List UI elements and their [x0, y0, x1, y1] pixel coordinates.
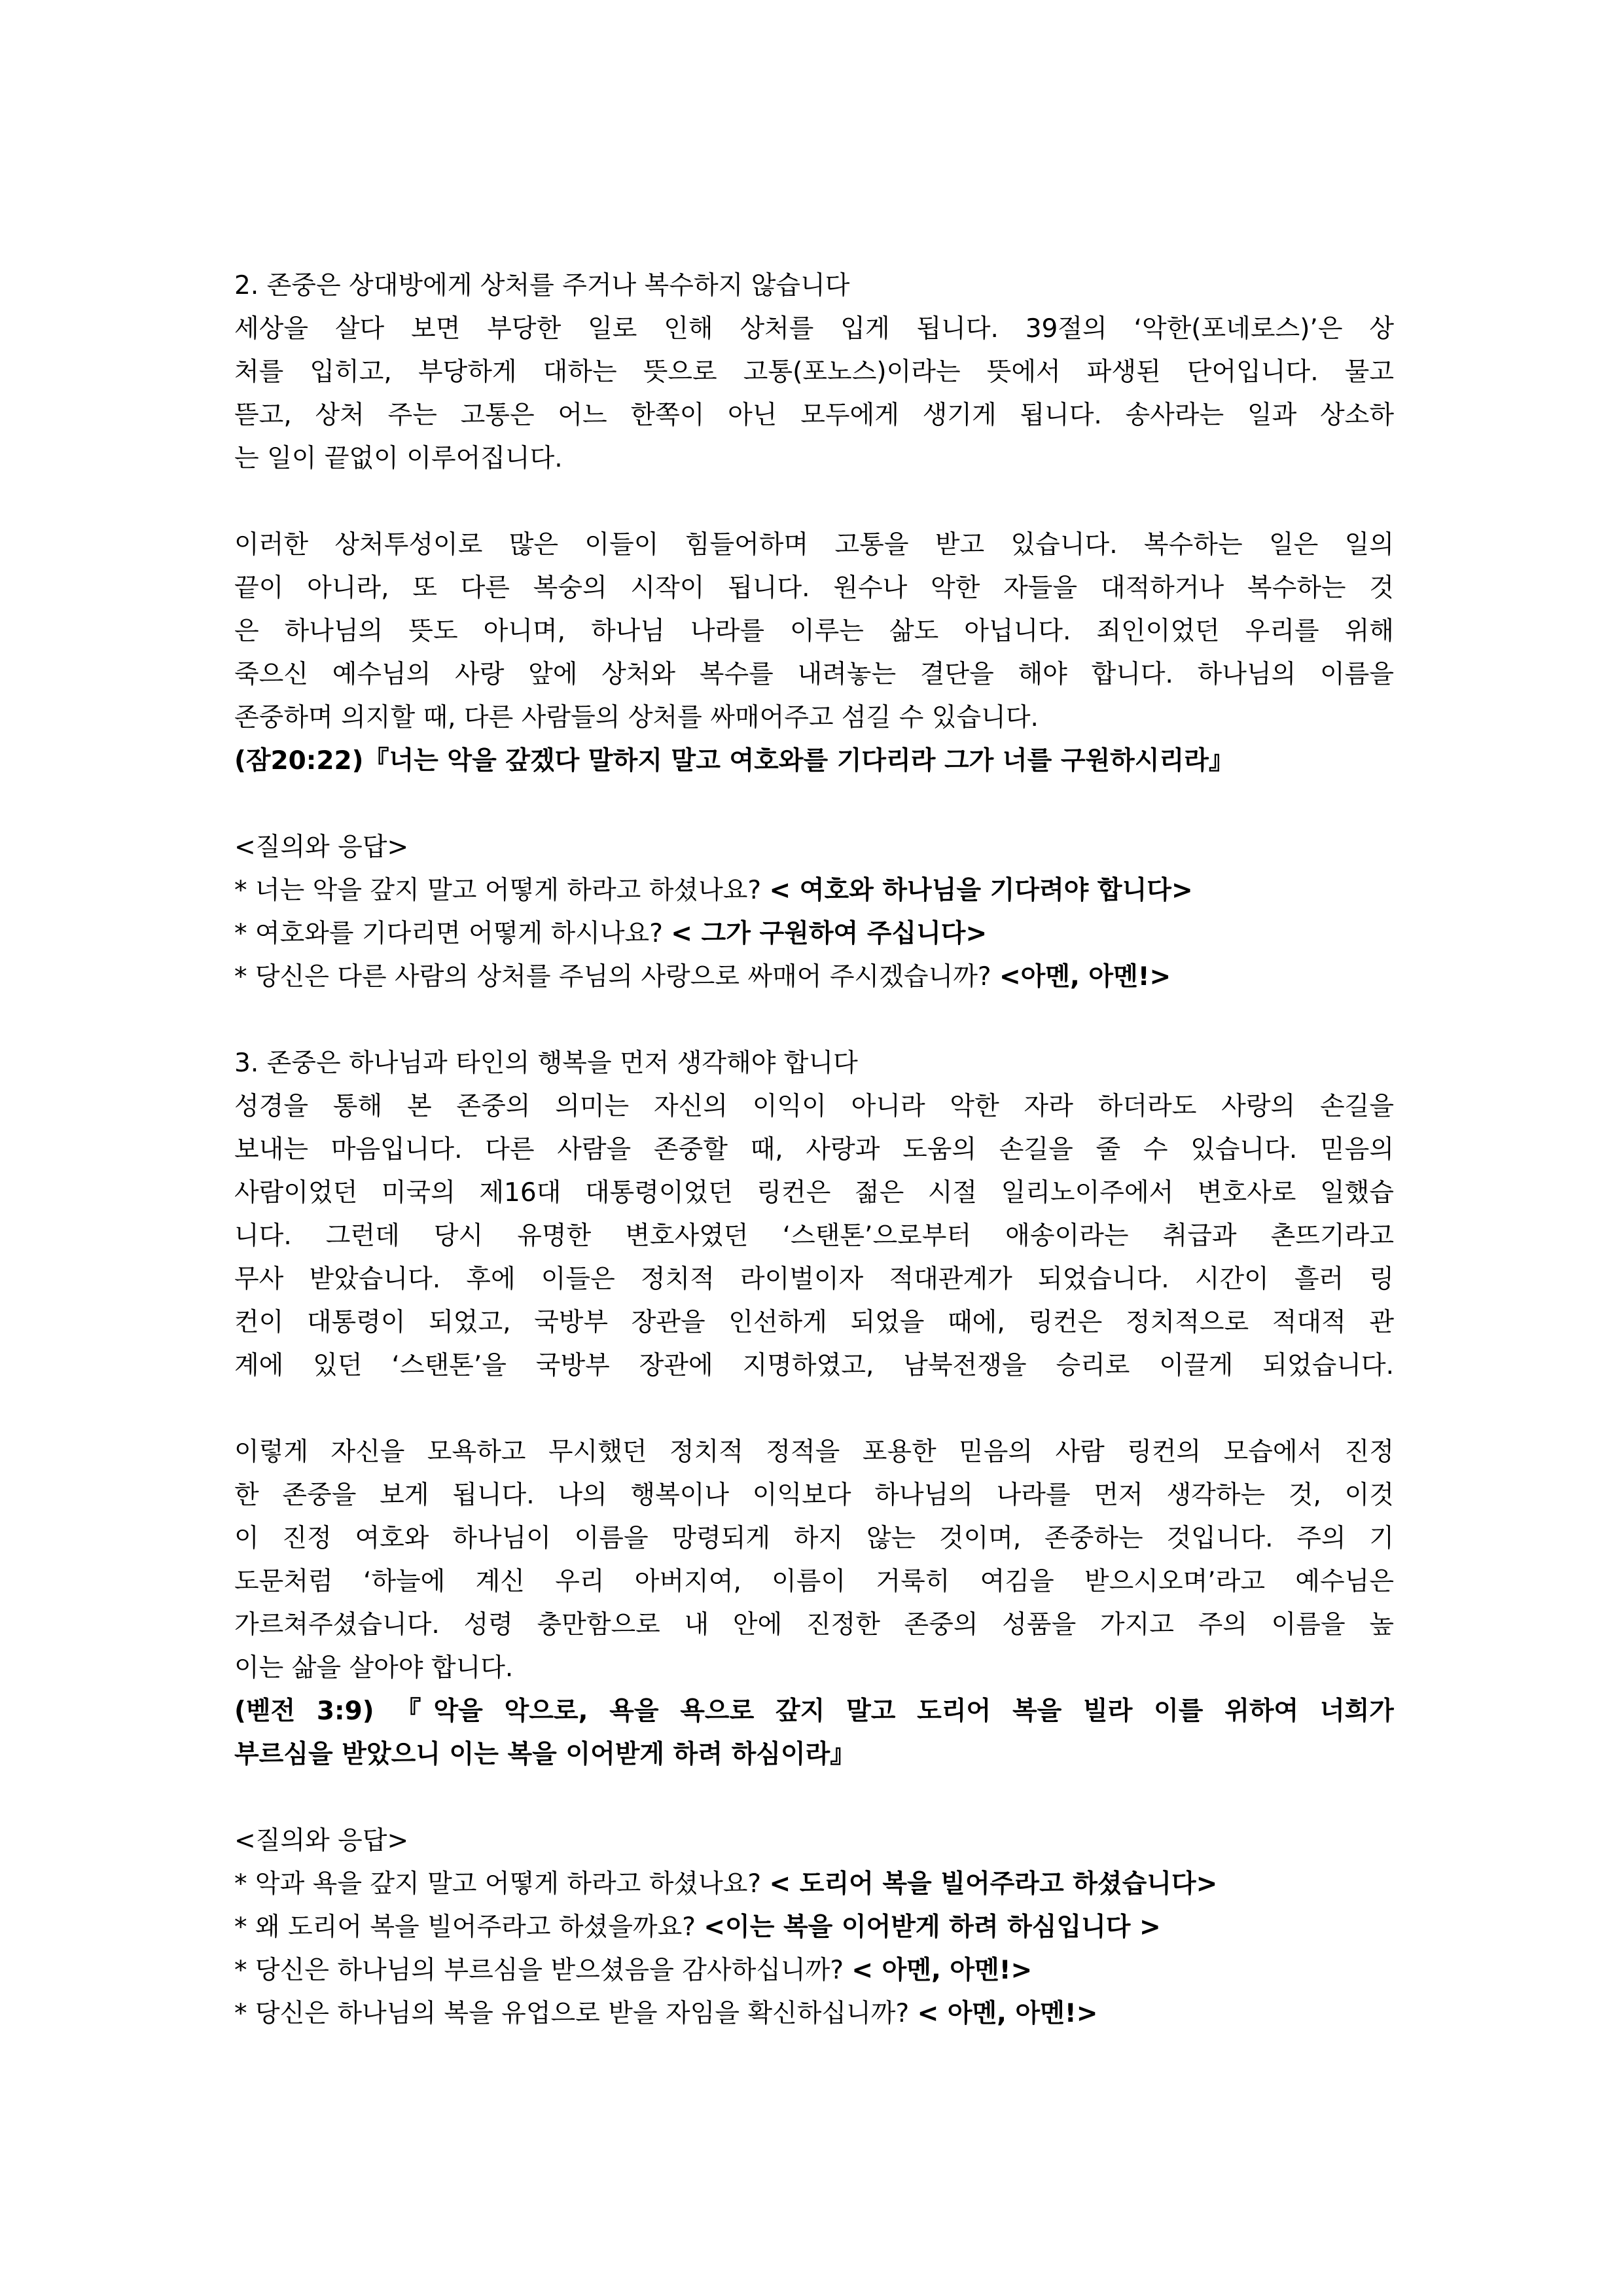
qa-item: [234, 1906, 1394, 1949]
qa-item: [234, 1949, 1394, 1992]
qa-answer: < 아멘, 아멘!>: [851, 1956, 1033, 1985]
paragraph-line: 니다. 그런데 당시 유명한 변호사였던 ‘스탠톤’으로부터 애송이라는 취급과 촌뜨기라고: [234, 1221, 1394, 1251]
paragraph-line: 컨이 대통령이 되었고, 국방부 장관을 인선하게 되었을 때에, 링컨은 정치적으로 적대적 관: [234, 1308, 1394, 1337]
paragraph-line: 도문처럼 ‘하늘에 계신 우리 아버지여, 이름이 거룩히 여김을 받으시오며’라고 예수님은: [234, 1567, 1394, 1596]
paragraph-line: 무사 받았습니다. 후에 이들은 정치적 라이벌이자 적대관계가 되었습니다. 시간이 흘러 링: [234, 1265, 1394, 1294]
paragraph-line: 이는 삶을 살아야 합니다.: [234, 1653, 514, 1683]
bible-verse: (벧전 3:9) 『악을 악으로, 욕을 욕으로 갚지 말고 도리어 복을 빌라 이를 위하여 너희가: [234, 1696, 1394, 1726]
paragraph-line: 성경을 통해 본 존중의 의미는 자신의 이익이 아니라 악한 자라 하더라도 사랑의 손길을: [234, 1092, 1394, 1121]
qa-title: <질의와 응답>: [234, 1826, 409, 1856]
paragraph-line: 계에 있던 ‘스탠톤’을 국방부 장관에 지명하였고, 남북전쟁을 승리로 이끌게 되었습니다.: [234, 1351, 1394, 1380]
paragraph-line: 세상을 살다 보면 부당한 일로 인해 상처를 입게 됩니다. 39절의 ‘악한(포네로스)’은 상: [234, 314, 1394, 344]
paragraph-spacer: [234, 480, 1394, 524]
qa-question: * 너는 악을 갚지 말고 어떻게 하라고 하셨나요?: [234, 876, 770, 905]
qa-answer: < 여호와 하나님을 기다려야 합니다>: [769, 876, 1193, 905]
paragraph-line: 뜯고, 상처 주는 고통은 어느 한쪽이 아닌 모두에게 생기게 됩니다. 송사라는 일과 상소하: [234, 401, 1394, 430]
qa-answer: <아멘, 아멘!>: [999, 962, 1171, 992]
paragraph: [234, 524, 1394, 740]
paragraph-line: 처를 입히고, 부당하게 대하는 뜻으로 고통(포노스)이라는 뜻에서 파생된 단어입니다. 물고: [234, 357, 1394, 387]
document-page: [234, 264, 1394, 2036]
qa-answer: <이는 복을 이어받게 하려 하심입니다 >: [704, 1912, 1161, 1942]
paragraph-spacer: [234, 1776, 1394, 1820]
section-spacer: [234, 999, 1394, 1042]
paragraph-line: 이러한 상처투성이로 많은 이들이 힘들어하며 고통을 받고 있습니다. 복수하는 일은 일의: [234, 530, 1394, 560]
paragraph: [234, 1085, 1394, 1388]
qa-item: [234, 956, 1394, 999]
section-3: [234, 1042, 1394, 2036]
paragraph-line: 가르쳐주셨습니다. 성령 충만함으로 내 안에 진정한 존중의 성품을 가지고 주의 이름을 높: [234, 1610, 1394, 1640]
paragraph-spacer: [234, 1388, 1394, 1431]
paragraph-line: 끝이 아니라, 또 다른 복숭의 시작이 됩니다. 원수나 악한 자들을 대적하거나 복수하는 것: [234, 573, 1394, 603]
bible-verse: (잠20:22)『너는 악을 갚겠다 말하지 말고 여호와를 기다리라 그가 너를 구원하시리라』: [234, 746, 1234, 776]
paragraph-line: 이렇게 자신을 모욕하고 무시했던 정치적 정적을 포용한 믿음의 사람 링컨의 모습에서 진정: [234, 1437, 1394, 1467]
qa-item: [234, 1863, 1394, 1906]
qa-title: <질의와 응답>: [234, 833, 409, 862]
qa-answer: < 도리어 복을 빌어주라고 하셨습니다>: [769, 1869, 1218, 1899]
qa-item: [234, 1992, 1394, 2036]
bible-verse: 부르심을 받았으니 이는 복을 이어받게 하려 하심이라』: [234, 1740, 856, 1769]
paragraph-line: 존중하며 의지할 때, 다른 사람들의 상처를 싸매어주고 섬길 수 있습니다.: [234, 703, 1039, 732]
section-heading: 3. 존중은 하나님과 타인의 행복을 먼저 생각해야 합니다: [234, 1049, 858, 1078]
paragraph-line: 은 하나님의 뜻도 아니며, 하나님 나라를 이루는 삶도 아닙니다. 죄인이었던 우리를 위해: [234, 617, 1394, 646]
qa-question: * 당신은 하나님의 복을 유업으로 받을 자임을 확신하십니까?: [234, 1999, 918, 2028]
qa-question: * 당신은 다른 사람의 상처를 주님의 사랑으로 싸매어 주시겠습니까?: [234, 962, 999, 992]
paragraph-line: 이 진정 여호와 하나님이 이름을 망령되게 하지 않는 것이며, 존중하는 것입니다. 주의 기: [234, 1524, 1394, 1553]
paragraph-line: 한 존중을 보게 됩니다. 나의 행복이나 이익보다 하나님의 나라를 먼저 생각하는 것, 이것: [234, 1480, 1394, 1510]
qa-question: * 악과 욕을 갚지 말고 어떻게 하라고 하셨나요?: [234, 1869, 770, 1899]
qa-answer: < 아멘, 아멘!>: [917, 1999, 1098, 2028]
qa-question: * 왜 도리어 복을 빌어주라고 하셨을까요?: [234, 1912, 704, 1942]
qa-question: * 당신은 하나님의 부르심을 받으셨음을 감사하십니까?: [234, 1956, 852, 1985]
paragraph-line: 는 일이 끝없이 이루어집니다.: [234, 444, 563, 473]
paragraph: [234, 308, 1394, 480]
paragraph: [234, 1431, 1394, 1690]
paragraph-spacer: [234, 783, 1394, 826]
qa-answer: < 그가 구원하여 주십니다>: [671, 919, 988, 948]
section-2: [234, 264, 1394, 999]
qa-item: [234, 869, 1394, 912]
section-heading: 2. 존중은 상대방에게 상처를 주거나 복수하지 않습니다: [234, 271, 850, 300]
paragraph-line: 죽으신 예수님의 사랑 앞에 상처와 복수를 내려놓는 결단을 해야 합니다. 하나님의 이름을: [234, 660, 1394, 689]
qa-question: * 여호와를 기다리면 어떻게 하시나요?: [234, 919, 671, 948]
paragraph-line: 사람이었던 미국의 제16대 대통령이었던 링컨은 젊은 시절 일리노이주에서 변호사로 일했습: [234, 1178, 1394, 1208]
qa-item: [234, 912, 1394, 956]
paragraph-line: 보내는 마음입니다. 다른 사람을 존중할 때, 사랑과 도움의 손길을 줄 수 있습니다. 믿음의: [234, 1135, 1394, 1164]
